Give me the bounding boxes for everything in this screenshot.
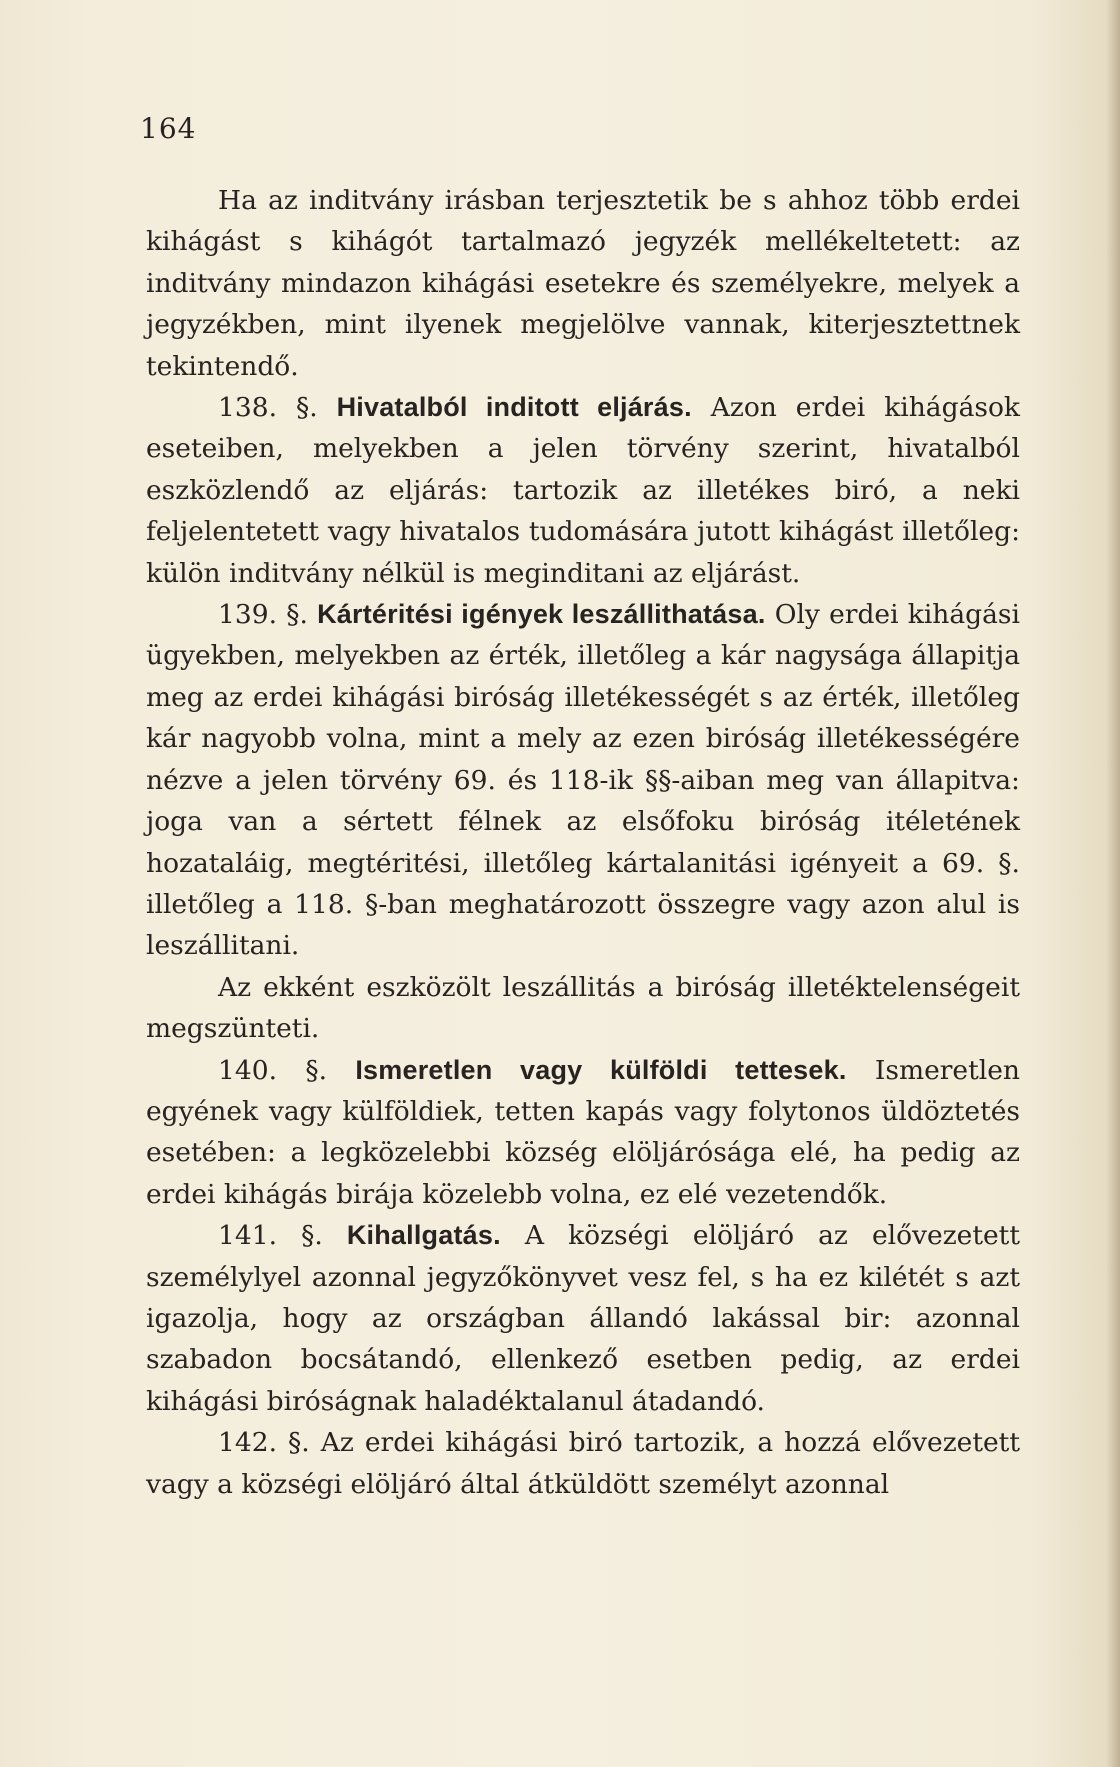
paragraph-section-141 <box>146 1215 1020 1422</box>
section-heading: Kártéritési igények leszállithatása. <box>317 599 766 630</box>
paragraph-section-138 <box>146 387 1020 594</box>
paragraph-section-142 <box>146 1422 1020 1505</box>
page-edge-shadow <box>1106 0 1120 1767</box>
paragraph-text: Az erdei kihágási biró tartozik, a hozzá elővezetett vagy a községi elöljáró által átküldött személyt azonnal <box>146 1427 1020 1500</box>
paragraph-text: Az ekként eszközölt leszállitás a biróság illetéktelenségeit megszünteti. <box>146 971 1020 1045</box>
page-number: 164 <box>140 112 197 145</box>
paragraph-intro <box>146 180 1020 387</box>
paragraph-reduction-note <box>146 967 1020 1050</box>
paragraph-text: Ha az inditvány irásban terjesztetik be s ahhoz több erdei kihágást s kihágót tartalmazó jegyzék mellékeltetett: az inditvány mindazon kihágási esetekre és személyekre, melyek a jegyzékben, mint ilyenek megjelölve vannak, kiterjesztettnek tekintendő. <box>146 185 1020 382</box>
section-number: 139. §. <box>218 599 308 631</box>
section-number: 141. §. <box>218 1220 323 1252</box>
section-number: 142. §. <box>218 1427 310 1459</box>
page-body <box>146 180 1020 1505</box>
paragraph-section-139 <box>146 594 1020 967</box>
section-heading: Hivatalból inditott eljárás. <box>336 392 692 423</box>
paragraph-text: Azon erdei kihágások eseteiben, melyekben a jelen törvény szerint, hivatalból eszközlendő az eljárás: tartozik az illetékes biró, a neki feljelentetett vagy hivatalos tudomására jutott kihágást illetőleg: külön inditvány nélkül is meginditani az eljárást. <box>146 392 1020 589</box>
paragraph-text: Ismeretlen egyének vagy külföldiek, tetten kapás vagy folytonos üldöztetés esetében: a legközelebbi község elöljárósága elé, ha pedig az erdei kihágás birája közelebb volna, ez elé vezetendők. <box>146 1054 1020 1210</box>
paragraph-text: A községi elöljáró az elővezetett személylyel azonnal jegyzőkönyvet vesz fel, s ha ez kilétét s azt igazolja, hogy az országban állandó lakással bir: azonnal szabadon bocsátandó, ellenkező esetben pedig, az erdei kihágási biróságnak haladéktalanul átadandó. <box>146 1220 1020 1417</box>
section-heading: Ismeretlen vagy külföldi tettesek. <box>355 1054 847 1085</box>
paragraph-text: Oly erdei kihágási ügyekben, melyekben az érték, illetőleg a kár nagysága állapitja meg az erdei kihágási biróság illetékességét s az érték, illetőleg kár nagyobb volna, mint a mely az ezen biróság illetékességére nézve a jelen törvény 69. és 118-ik §§-aiban meg van állapitva: joga van a sértett félnek az elsőfoku biróság itéletének hozataláig, megtéritési, illetőleg kártalanitási igényeit a 69. §. illetőleg a 118. §-ban meghatározott összegre vagy azon alul is leszállitani. <box>146 599 1020 962</box>
section-number: 140. §. <box>218 1054 328 1086</box>
paragraph-section-140 <box>146 1050 1020 1216</box>
section-heading: Kihallgatás. <box>346 1220 501 1251</box>
section-number: 138. §. <box>218 392 318 424</box>
